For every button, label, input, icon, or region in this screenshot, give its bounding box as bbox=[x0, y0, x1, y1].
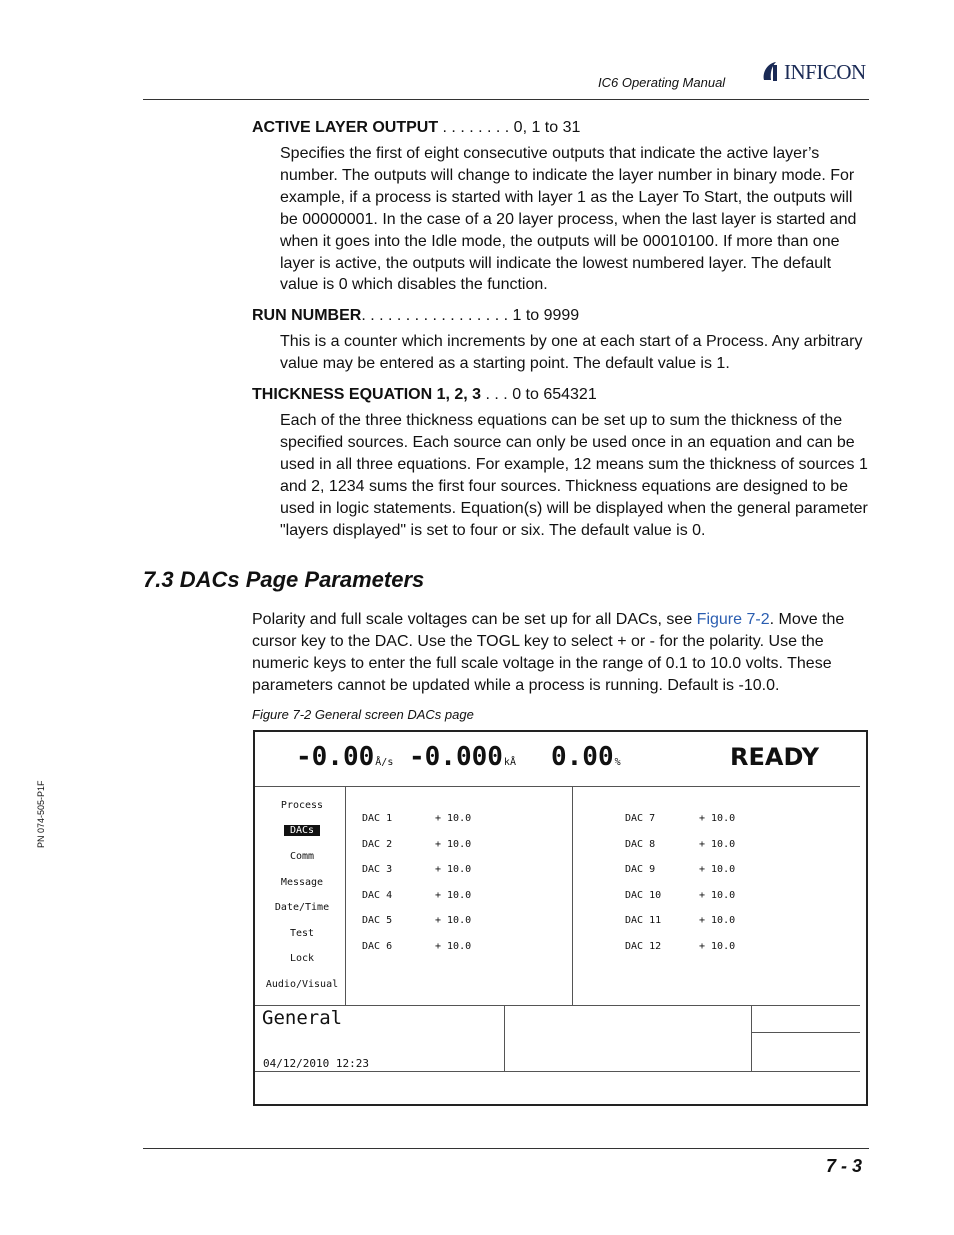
dac-1-value[interactable]: + 10.0 bbox=[435, 813, 472, 824]
dac-column-divider bbox=[572, 787, 573, 1005]
dac-2-value[interactable]: + 10.0 bbox=[435, 839, 472, 850]
desc-active-layer-output: Specifies the first of eight consecutive outputs that indicate the active layer’s number. The outputs will change to indicate the layer number in binary mode. For example, if a process is started with layer 1 as the Layer To Start, the outputs will be 00000001. In the case of a 20 layer process, when the last layer is started and when it goes into the Idle mode, the outputs will be 00010100. If more than one layer is active, the outputs will indicate the lowest numbered layer. The default value is 0 which disables the function. bbox=[280, 145, 857, 294]
logo-text: INFICON bbox=[784, 59, 866, 84]
dac-10-value[interactable]: + 10.0 bbox=[699, 890, 736, 901]
dac-9-label: DAC 9 bbox=[625, 864, 656, 875]
dac-7-label: DAC 7 bbox=[625, 813, 656, 824]
dac-12-label: DAC 12 bbox=[625, 941, 662, 952]
part-number: PN 074-505-P1F bbox=[36, 780, 46, 848]
menu-item-dacs[interactable] bbox=[257, 825, 347, 836]
para-text-after: . Move the cursor key to the DAC. Use the TOGL key to select + or - for the polarity. Use the numeric keys to enter the full scale voltage in the range of 0.1 to 10.0 volts. These parameters cannot be updated while a process is running. Default is -10.0. bbox=[252, 611, 845, 694]
dac-5-label: DAC 5 bbox=[362, 915, 393, 926]
menu-item-test[interactable]: Test bbox=[289, 928, 315, 939]
thickness-unit: kÅ bbox=[503, 757, 516, 768]
menu-item-dacs-label: DACs bbox=[284, 825, 320, 836]
dac-10-label: DAC 10 bbox=[625, 890, 662, 901]
dac-3-label: DAC 3 bbox=[362, 864, 393, 875]
power-readout bbox=[551, 742, 621, 772]
term-range: . . . 0 to 654321 bbox=[481, 386, 597, 403]
desc-thickness-equation: Each of the three thickness equations can be set up to sum the thickness of the specified sources. Each source can only be used once in an equation and can be used in all three equations. For example, 12 means sum the thickness of sources 1 and 2, 1234 sums the first four sources. Thickness equations are designed to be used in logic statements. Equation(s) will be displayed when the general parameter "layers displayed" is set to four or six. The default value is 0. bbox=[280, 412, 868, 539]
dac-2-label: DAC 2 bbox=[362, 839, 393, 850]
menu-item-comm[interactable]: Comm bbox=[289, 851, 315, 862]
dac-6-value[interactable]: + 10.0 bbox=[435, 941, 472, 952]
section-title: 7.3 DACs Page Parameters bbox=[143, 567, 425, 592]
header-rule bbox=[143, 99, 869, 100]
term-run-number bbox=[252, 307, 579, 325]
figure-caption: Figure 7-2 General screen DACs page bbox=[252, 707, 474, 722]
manual-title: IC6 Operating Manual bbox=[598, 75, 726, 90]
power-unit: % bbox=[614, 757, 621, 768]
dac-4-label: DAC 4 bbox=[362, 890, 393, 901]
para-text-before: Polarity and full scale voltages can be set up for all DACs, see bbox=[252, 611, 697, 628]
menu-item-message[interactable]: Message bbox=[280, 877, 324, 888]
menu-divider bbox=[345, 787, 346, 1005]
dac-8-label: DAC 8 bbox=[625, 839, 656, 850]
dac-11-label: DAC 11 bbox=[625, 915, 662, 926]
term-name: ACTIVE LAYER OUTPUT bbox=[252, 119, 439, 136]
desc-run-number: This is a counter which increments by one at each start of a Process. Any arbitrary value may be entered as a starting point. The default value is 1. bbox=[280, 333, 863, 372]
section-paragraph bbox=[252, 609, 872, 697]
rate-value: -0.00 bbox=[296, 742, 375, 772]
dac-3-value[interactable]: + 10.0 bbox=[435, 864, 472, 875]
footer-rule bbox=[143, 1148, 869, 1149]
rate-readout bbox=[296, 742, 393, 772]
term-name: RUN NUMBER bbox=[252, 307, 362, 324]
menu-item-process[interactable]: Process bbox=[280, 800, 324, 811]
screen-divider-bottom bbox=[255, 1005, 860, 1006]
thickness-readout bbox=[409, 742, 516, 772]
power-value: 0.00 bbox=[551, 742, 614, 772]
rate-unit: Å/s bbox=[375, 757, 394, 768]
footer-divider-3 bbox=[752, 1032, 860, 1033]
dac-4-value[interactable]: + 10.0 bbox=[435, 890, 472, 901]
menu-item-audio-visual[interactable]: Audio/Visual bbox=[265, 979, 339, 990]
dac-1-label: DAC 1 bbox=[362, 813, 393, 824]
term-range: . . . . . . . . . . . . . . . . . 1 to 9999 bbox=[361, 307, 580, 324]
term-name: THICKNESS EQUATION 1, 2, 3 bbox=[252, 386, 482, 403]
inficon-logo-icon bbox=[760, 60, 782, 84]
dac-11-value[interactable]: + 10.0 bbox=[699, 915, 736, 926]
menu-item-lock[interactable]: Lock bbox=[289, 953, 315, 964]
term-thickness-equation bbox=[252, 386, 597, 404]
figure-link[interactable]: Figure 7-2 bbox=[696, 611, 770, 628]
term-active-layer-output bbox=[252, 119, 580, 137]
dac-7-value[interactable]: + 10.0 bbox=[699, 813, 736, 824]
dac-8-value[interactable]: + 10.0 bbox=[699, 839, 736, 850]
menu-item-date-time[interactable]: Date/Time bbox=[274, 902, 330, 913]
dac-6-label: DAC 6 bbox=[362, 941, 393, 952]
page-number: 7 - 3 bbox=[826, 1156, 863, 1176]
dac-5-value[interactable]: + 10.0 bbox=[435, 915, 472, 926]
term-range: . . . . . . . . 0, 1 to 31 bbox=[438, 119, 581, 136]
footer-divider-2 bbox=[751, 1006, 752, 1071]
screen-page-label: General bbox=[262, 1007, 343, 1029]
footer-divider-4 bbox=[255, 1071, 860, 1072]
status-ready: READY bbox=[730, 743, 820, 771]
screen-datetime: 04/12/2010 12:23 bbox=[263, 1057, 369, 1070]
dac-9-value[interactable]: + 10.0 bbox=[699, 864, 736, 875]
footer-divider-1 bbox=[504, 1006, 505, 1071]
thickness-value: -0.000 bbox=[409, 742, 503, 772]
dac-12-value[interactable]: + 10.0 bbox=[699, 941, 736, 952]
inficon-logo bbox=[760, 58, 866, 86]
